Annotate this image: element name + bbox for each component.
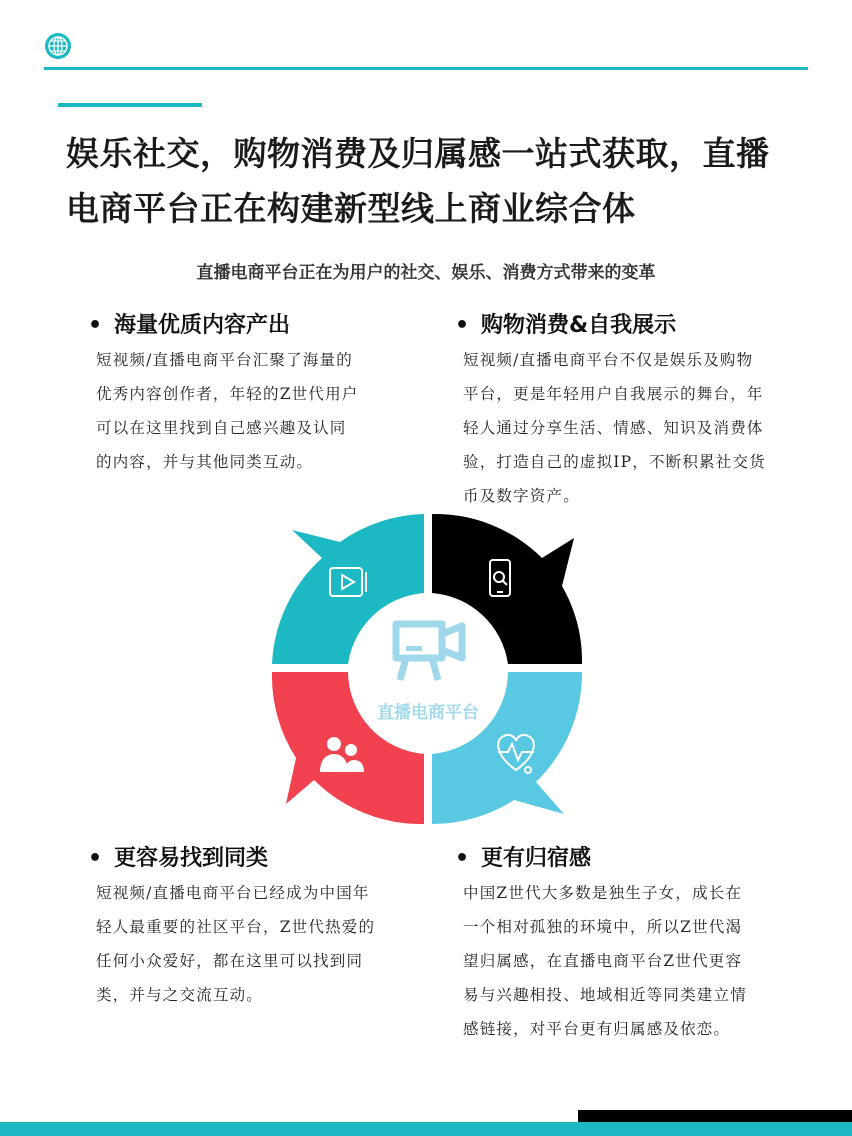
globe-icon (44, 32, 72, 60)
body-line: 短视频/直播电商平台汇聚了海量的 (96, 351, 353, 369)
body-line: 感链接，对平台更有归属感及依恋。 (463, 1020, 731, 1038)
diagram-center-label: 直播电商平台 (377, 703, 479, 723)
body-line: 中国Z世代大多数是独生子女，成长在 (463, 884, 743, 902)
section-heading-text: 购物消费&自我展示 (481, 313, 677, 338)
page-subtitle: 直播电商平台正在为用户的社交、娱乐、消费方式带来的变革 (196, 263, 656, 283)
bullet-icon: • (88, 846, 103, 871)
body-line: 类，并与之交流互动。 (96, 986, 264, 1004)
body-line: 验，打造自己的虚拟IP，不断积累社交货 (463, 453, 766, 471)
camera-icon (396, 624, 462, 680)
section-heading-shopping (455, 308, 676, 339)
section-body-belonging (463, 876, 793, 1046)
bullet-icon: • (88, 313, 103, 338)
section-body-content (96, 343, 396, 479)
page-title (66, 126, 826, 236)
section-heading-text: 海量优质内容产出 (114, 313, 291, 338)
body-line: 易与兴趣相投、地域相近等同类建立情 (463, 986, 747, 1004)
platform-diagram (258, 508, 598, 838)
section-heading-content (88, 308, 290, 339)
body-line: 短视频/直播电商平台不仅是娱乐及购物 (463, 351, 754, 369)
section-heading-community (88, 841, 268, 872)
body-line: 可以在这里找到自己感兴趣及认同 (96, 419, 347, 437)
segment-belonging (432, 672, 582, 824)
section-body-community (96, 876, 416, 1012)
camera-screen-line (406, 646, 422, 651)
section-heading-text: 更容易找到同类 (114, 846, 269, 871)
body-line: 短视频/直播电商平台已经成为中国年 (96, 884, 370, 902)
bullet-icon: • (455, 313, 470, 338)
body-line: 币及数字资产。 (463, 487, 580, 505)
page-title-line-1: 娱乐社交，购物消费及归属感一站式获取，直播 (66, 134, 770, 173)
footer-black-bar (578, 1110, 852, 1122)
body-line: 的内容，并与其他同类互动。 (96, 453, 314, 471)
section-heading-belonging (455, 841, 591, 872)
body-line: 望归属感，在直播电商平台Z世代更容 (463, 952, 743, 970)
body-line: 任何小众爱好，都在这里可以找到同 (96, 952, 364, 970)
body-line: 轻人通过分享生活、情感、知识及消费体 (463, 419, 764, 437)
body-line: 轻人最重要的社区平台，Z世代热爱的 (96, 918, 376, 936)
bullet-icon: • (455, 846, 470, 871)
header-rule (44, 67, 808, 70)
footer-teal-bar (0, 1122, 852, 1136)
page-title-line-2: 电商平台正在构建新型线上商业综合体 (66, 189, 636, 228)
title-accent-bar (58, 103, 202, 107)
segment-shopping (432, 514, 582, 664)
body-line: 优秀内容创作者，年轻的Z世代用户 (96, 385, 359, 403)
body-line: 一个相对孤独的环境中，所以Z世代渴 (463, 918, 743, 936)
body-line: 平台，更是年轻用户自我展示的舞台，年 (463, 385, 764, 403)
section-body-shopping (463, 343, 808, 513)
section-heading-text: 更有归宿感 (481, 846, 592, 871)
segment-content (272, 514, 424, 664)
